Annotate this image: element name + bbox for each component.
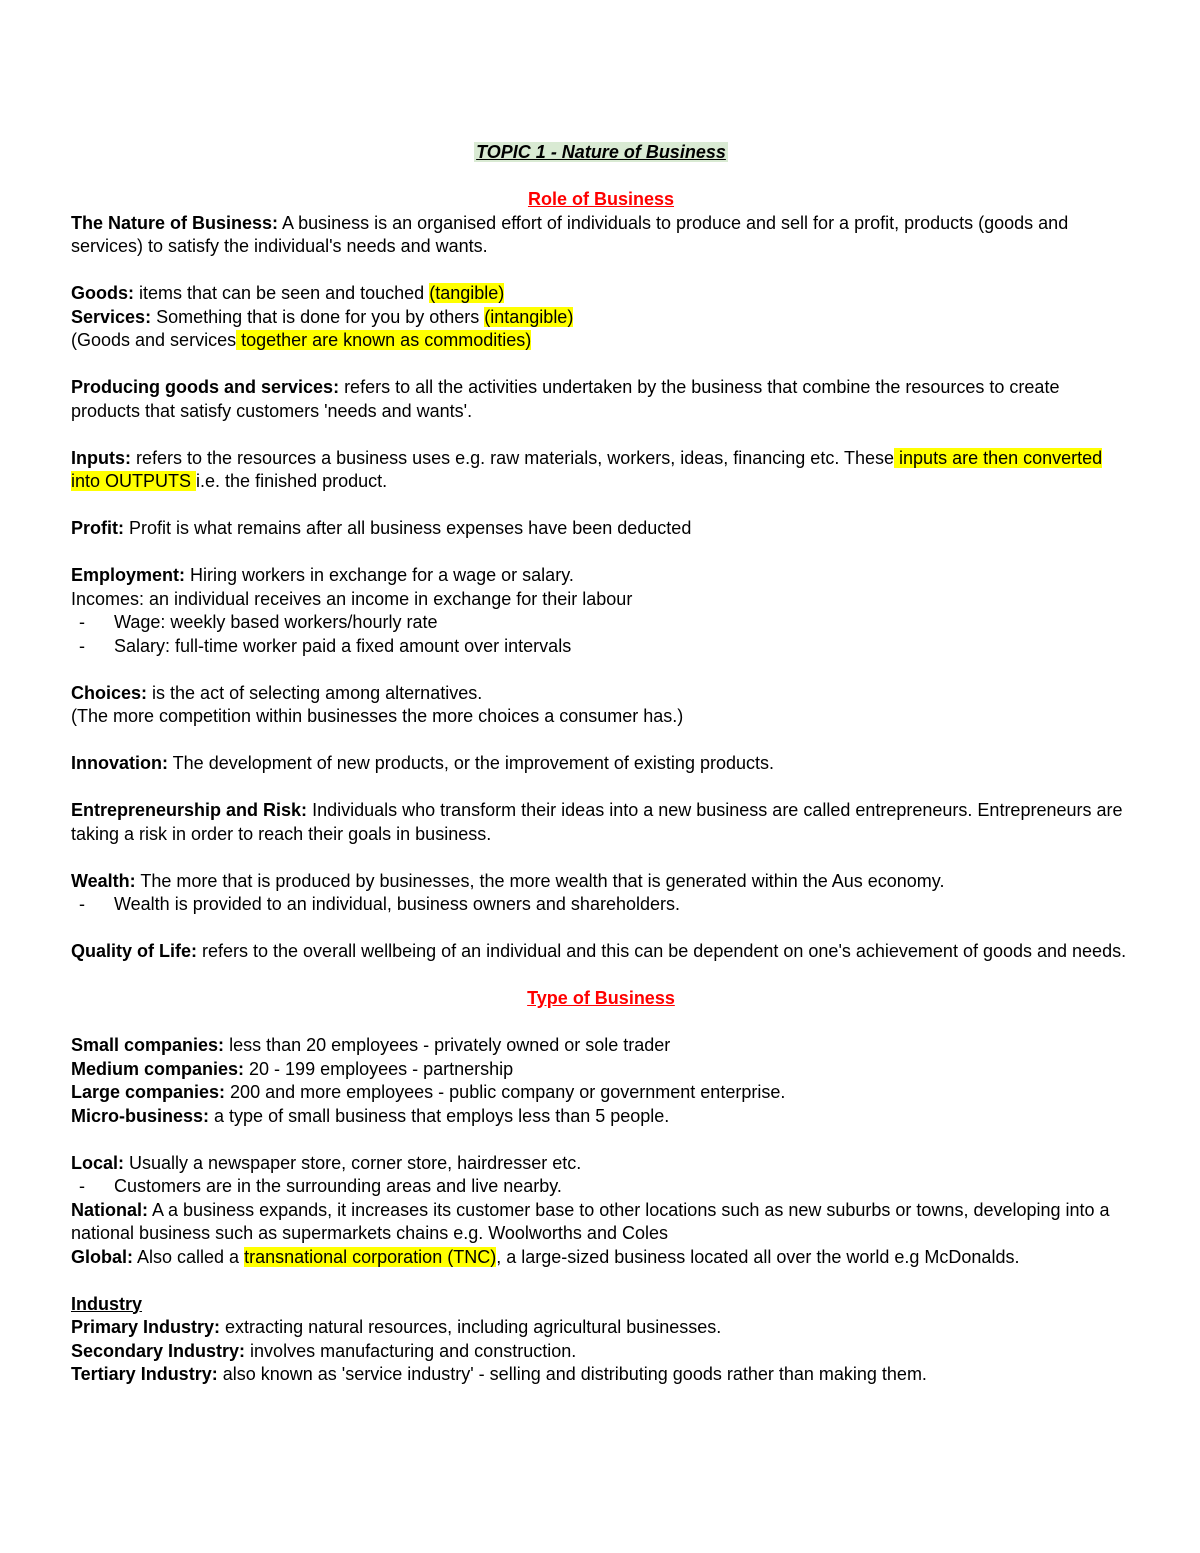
employment-line: Employment: Hiring workers in exchange for a wage or salary.	[71, 565, 574, 585]
entrepreneurship-paragraph: Entrepreneurship and Risk: Individuals who transform their ideas into a new business are called entrepreneurs. Entrepreneurs are taking a risk in order to reach their goals in business.	[71, 800, 1123, 844]
small-companies-line: Small companies: less than 20 employees - privately owned or sole trader	[71, 1035, 671, 1055]
wealth-term: Wealth:	[71, 870, 136, 891]
industry-heading: Industry	[71, 1293, 143, 1314]
type-of-business-heading: Type of Business	[527, 988, 675, 1008]
commodities-line: (Goods and services together are known as commodities)	[71, 330, 532, 350]
wealth-bullet: - Wealth is provided to an individual, business owners and shareholders.	[71, 893, 1131, 917]
producing-term: Producing goods and services:	[71, 377, 340, 397]
primary-industry-line: Primary Industry: extracting natural resources, including agricultural businesses.	[71, 1317, 722, 1337]
choices-line: Choices: is the act of selecting among alternatives.	[71, 682, 483, 703]
secondary-industry-line: Secondary Industry: involves manufacturing and construction.	[71, 1340, 577, 1361]
nature-text: A business is an organised effort of individuals to produce and sell for a profit, products (goods and services) to satisfy the individual's needs and wants.	[71, 212, 1069, 256]
local-line: Local: Usually a newspaper store, corner store, hairdresser etc.	[71, 1152, 582, 1173]
nature-of-business-paragraph	[71, 212, 1131, 259]
wealth-line: Wealth: The more that is produced by businesses, the more wealth that is generated within the Aus economy.	[71, 870, 945, 891]
services-term: Services:	[71, 306, 152, 327]
national-paragraph: National: A a business expands, it increases its customer base to other locations such as new suburbs or towns, developing into a national business such as supermarkets chains e.g. Woolworths and Coles	[71, 1199, 1110, 1243]
quality-of-life-paragraph: Quality of Life: refers to the overall wellbeing of an individual and this can be dependent on one's achievement of goods and needs.	[71, 941, 1127, 961]
inputs-term: Inputs:	[71, 447, 131, 468]
choices-term: Choices:	[71, 682, 148, 703]
inputs-highlight: inputs are then converted into OUTPUTS	[71, 447, 1103, 491]
innovation-term: Innovation:	[71, 753, 168, 773]
medium-companies-line: Medium companies: 20 - 199 employees - partnership	[71, 1058, 514, 1079]
global-line: Global: Also called a transnational corporation (TNC), a large-sized business located all over the world e.g McDonalds.	[71, 1246, 1020, 1267]
commodities-highlight: together are known as commodities)	[236, 330, 532, 350]
profit-term: Profit:	[71, 518, 124, 538]
incomes-line: Incomes: an individual receives an income in exchange for their labour	[71, 588, 633, 609]
nature-term: The Nature of Business:	[71, 212, 279, 233]
employment-term: Employment:	[71, 565, 186, 585]
goods-line: Goods: items that can be seen and touched (tangible)	[71, 283, 505, 303]
choices-note: (The more competition within businesses the more choices a consumer has.)	[71, 706, 684, 726]
innovation-paragraph: Innovation: The development of new products, or the improvement of existing products.	[71, 753, 774, 773]
role-of-business-heading: Role of Business	[527, 189, 675, 209]
salary-bullet: - Salary: full-time worker paid a fixed amount over intervals	[71, 635, 1131, 659]
large-companies-line: Large companies: 200 and more employees - public company or government enterprise.	[71, 1082, 786, 1102]
document-body	[71, 141, 1131, 1387]
tertiary-industry-line: Tertiary Industry: also known as 'service industry' - selling and distributing goods rather than making them.	[71, 1364, 927, 1384]
goods-term: Goods:	[71, 283, 134, 303]
entrepreneurship-term: Entrepreneurship and Risk:	[71, 800, 308, 820]
wage-bullet: - Wage: weekly based workers/hourly rate	[71, 611, 1131, 635]
micro-business-line: Micro-business: a type of small business that employs less than 5 people.	[71, 1105, 670, 1126]
local-bullet: - Customers are in the surrounding areas and live nearby.	[71, 1175, 1131, 1199]
inputs-paragraph: Inputs: refers to the resources a business uses e.g. raw materials, workers, ideas, financing etc. These inputs are then converted into OUTPUTS i.e. the finished product.	[71, 447, 1103, 491]
quality-of-life-term: Quality of Life:	[71, 941, 197, 961]
services-line: Services: Something that is done for you by others (intangible)	[71, 306, 574, 327]
profit-paragraph: Profit: Profit is what remains after all business expenses have been deducted	[71, 518, 692, 538]
tnc-highlight: transnational corporation (TNC)	[244, 1246, 497, 1267]
page-title: TOPIC 1 - Nature of Business	[476, 142, 726, 162]
goods-highlight: (tangible)	[429, 283, 505, 303]
services-highlight: (intangible)	[484, 306, 574, 327]
producing-paragraph: Producing goods and services: refers to all the activities undertaken by the business that combine the resources to create products that satisfy customers 'needs and wants'.	[71, 377, 1060, 421]
